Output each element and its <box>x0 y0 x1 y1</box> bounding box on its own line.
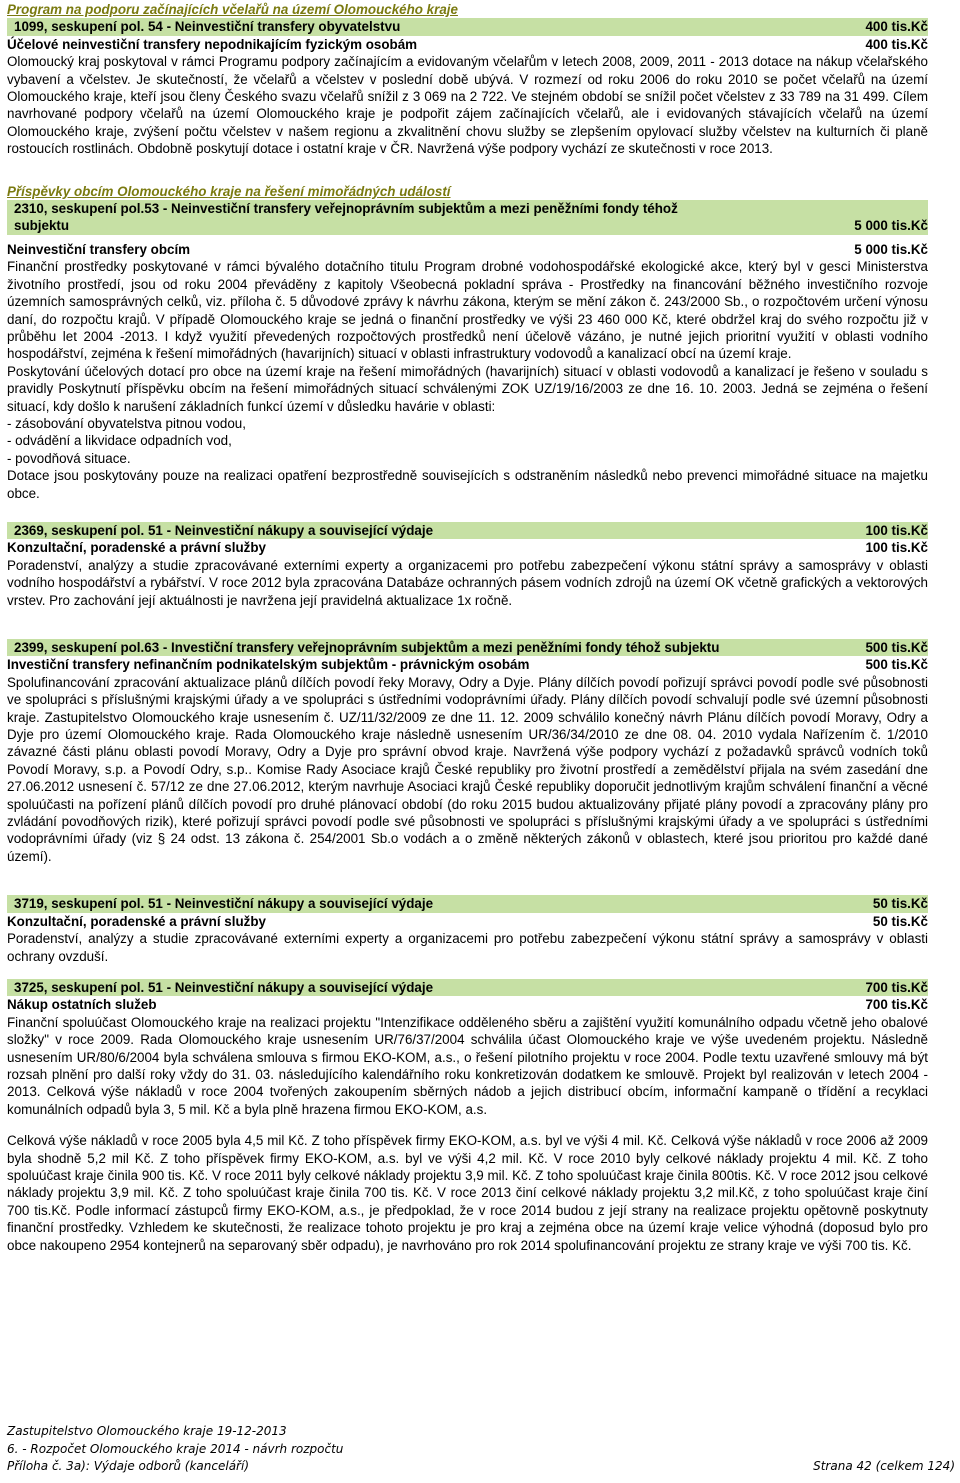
budget-item-title: 3719, seskupení pol. 51 - Neinvestiční nákupy a související výdaje <box>14 896 434 912</box>
subitem-title: Investiční transfery nefinančním podnikatelským subjektům - právnickým osobám <box>7 657 530 673</box>
subitem-amount: 50 tis.Kč <box>872 913 928 929</box>
subitem-amount: 700 tis.Kč <box>865 997 928 1013</box>
subitem-title: Účelové neinvestiční transfery nepodnikajícím fyzickým osobám <box>7 36 418 52</box>
footer-line: 6. - Rozpočet Olomouckého kraje 2014 - návrh rozpočtu <box>7 1441 344 1456</box>
subitem-amount: 400 tis.Kč <box>865 36 928 52</box>
subitem-row <box>7 241 928 258</box>
budget-item-title: 3725, seskupení pol. 51 - Neinvestiční nákupy a související výdaje <box>14 979 434 995</box>
paragraph: Spolufinancování zpracování aktualizace plánů dílčích povodí řeky Moravy, Odry a Dyje. Plány dílčích povodí pořizují správci povodí podle své působnosti ve spolupráci s příslušnými krajskými úřady a ve spolupráci s ústředními vodoprávními úřady. Plány dílčích povodí schvalují podle své územní působnosti kraje. Zastupitelstvo Olomouckého kraje usnesením č. UZ/11/32/2009 ze dne 11. 12. 2009 schválilo konečný návrh Plánu dílčích povodí Moravy, Odry a Dyje pro území Olomouckého kraje. Rada Olomouckého kraje následně usnesením UR/36/34/2010 ze dne 08. 04. 2010 vydala Nařízením č. 1/2010 závazné části plánu oblasti povodí Moravy, Odry a Dyje pro správní obvod kraje. Navržená výše podpory vychází z požadavků správců vodních toků Povodí Moravy, s.p. a Povodí Odry, s.p.. Komise Rady Asociace krajů České republiky pro životní prostředí a zemědělství přijala na svém zasedání dne 27.06.2012 usnesení č. 57/12 ze dne 27.06.2012, kterým navrhuje Asociaci krajů České republiky doporučit jednotlivým krajům schválení finanční a věcné spoluúčasti na pořízení plánů dílčích povodí pro druhé plánovací období (do roku 2015 budou aktualizovány přijaté plány povodí a zpracovány plány pro zvládání povodňových rizik), které pořizují správci povodí podle své působnosti ve spolupráci s příslušnými krajskými úřady a ve spolupráci s ústředními vodoprávními úřady (viz § 24 odst. 13 zákona č. 254/2001 Sb.o vodách a o změně některých zákonů v oblastech, které jsou prioritou pro každé dané území). <box>7 674 928 864</box>
budget-item-2399 <box>7 639 928 656</box>
budget-item-2369 <box>7 522 928 539</box>
paragraph: Poradenství, analýzy a studie zpracovávané externími experty a organizacemi pro potřebu zabezpečení výkonu státní správy a samosprávy v oblasti ochrany ovzduší. <box>7 931 928 964</box>
page-footer <box>7 1423 957 1476</box>
subitem-title: Konzultační, poradenské a právní služby <box>7 913 266 929</box>
budget-item-amount: 500 tis.Kč <box>865 640 928 655</box>
paragraph: Finanční prostředky poskytované v rámci bývalého dotačního titulu Program drobné vodohospodářské ekologické akce, který byl v gesci Ministerstva životního prostředí, jsou od roku 2004 převáděny z kapitoly Všeobecná pokladní správa - Prostředky na financování běžného investičního rozvoje územních samosprávných celků, viz. příloha č. 5 důvodové zprávy k návrhu zákona, kterým se mění zákon č. 243/2000 Sb., o rozpočtovém určení výnosu daní, do rozpočtu krajů. V případě Olomouckého kraje se jedná o finanční prostředky ve výši 23 460 000 Kč, které obdržel kraj do svého rozpočtu již v průběhu let 2004 -2013. I když využití převedených rozpočtových prostředků není účelově vázáno, je nutné jejich prioritní využití v oblasti vodního hospodářství, zejména k řešení mimořádných (havarijních) situací v oblasti infrastruktury vodovodů a kanalizací obcí na území kraje. <box>7 259 928 362</box>
budget-item-amount: 50 tis.Kč <box>872 896 928 912</box>
budget-item-title-line1: 2310, seskupení pol.53 - Neinvestiční transfery veřejnoprávním subjektům a mezi peněžními fondy téhož <box>14 201 678 217</box>
list-item: - zásobování obyvatelstva pitnou vodou, <box>7 415 246 431</box>
subitem-row <box>7 996 928 1013</box>
budget-item-amount: 5 000 tis.Kč <box>854 218 928 234</box>
paragraph: Poradenství, analýzy a studie zpracovávané externími experty a organizacemi pro potřebu zabezpečení výkonu státní správy a samosprávy v oblasti vodního hospodářství a rybářství. V roce 2012 byla zpracována Databáze ochranných pásem vodních zdrojů na území OK včetně grafických a vektorových vrstev. Pro zachování její aktuálnosti je navržena její pravidelná aktualizace 1x ročně. <box>7 557 928 608</box>
budget-item-3725 <box>7 979 928 996</box>
budget-item-1099 <box>7 18 928 35</box>
paragraph: Finanční spoluúčast Olomouckého kraje na realizaci projektu "Intenzifikace odděleného sběru a zajištění využití komunálního odpadu včetně jeho obalové složky" v roce 2009. Rada Olomouckého kraje usnesením UR/76/37/2004 schválila účast Olomouckého kraje ve výše uvedeném projektu. Následně usnesením UR/80/6/2004 byla schválena smlouva s firmou EKO-KOM, a.s., o řešení pilotního projektu v roce 2004. Podle textu uzavřené smlouvy má být rozsah plnění pro další roky vždy do 31. 03. následujícího kalendářního roku konkretizován dodatkem ke smlouvě. Projekt byl realizován v letech 2004 - 2013. Celková výše nákladů v roce 2004 tvořených zakoupením sběrných nádob a jejich distribucí obcím, informační kampaně o třídění a recyklaci komunálních odpadů byla 3, 5 mil. Kč a byla plně hrazena firmou EKO-KOM, a.s. <box>7 1014 928 1117</box>
subitem-title: Nákup ostatních služeb <box>7 997 157 1013</box>
havarie-list <box>7 415 928 467</box>
list-item: - odvádění a likvidace odpadních vod, <box>7 433 232 449</box>
budget-item-title-line2: subjektu <box>14 218 70 234</box>
subitem-amount: 500 tis.Kč <box>865 657 928 673</box>
paragraph: Olomoucký kraj poskytoval v rámci Programu podpory začínajícím a evidovaným včelařům v letech 2008, 2009, 2011 - 2013 dotace na nákup včelařského vybavení a včelstev. Je skutečností, že včelařů a včelstev v poslední době ubývá. V rozmezí od roku 2006 do roku 2010 se počet včelařů na území Olomouckého kraje, kteří jsou členy Českého svazu včelařů snížil z 3 069 na 2 722. Ve stejném období se snížil počet včelstev z 33 789 na 31 499. Cílem navrhované podpory včelařů na území Olomouckého kraje je podpořit zájem začínajících včelařů, ale i evidovaných stávajících včelařů na území Olomouckého kraje, zvýšení počtu včelstev v našem regionu a zkvalitnění chovu služby se zlepšením opylovací služby včelstev na kulturních či planě rostoucích rostlinách. Obdobně poskytují dotace i ostatní kraje v ČR. Navržená výše podpory vychází ze skutečnosti v roce 2013. <box>7 54 928 157</box>
subitem-title: Neinvestiční transfery obcím <box>7 241 191 257</box>
program-title: Program na podporu začínajících včelařů na území Olomouckého kraje <box>7 2 458 17</box>
budget-item-amount: 400 tis.Kč <box>865 19 928 35</box>
paragraph: Celková výše nákladů v roce 2005 byla 4,5 mil Kč. Z toho příspěvek firmy EKO-KOM, a.s. byl ve výši 4 mil. Kč. Celková výše nákladů v roce 2006 až 2009 byla shodně 5,2 mil Kč. Z toho příspěvek firmy EKO-KOM, a.s. byl ve výši 4,2 mil. Kč. V roce 2010 byly celkové náklady projektu 4 mil. Kč. Z toho spoluúčast kraje činila 900 tis. Kč. V roce 2011 byly celkové náklady projektu 3,9 mil. Kč. Z toho spoluúčast kraje činila 800tis. Kč. V roce 2012 jsou celkové náklady projektu 3,9 mil. Kč. Z toho spoluúčast kraje činila 700 tis. Kč. V roce 2013 činí celkové náklady projektu 3,2 mil.Kč, z toho spoluúčast kraje činí 700 tis.Kč. Podle informací zástupců firmy EKO-KOM, a.s., je předpoklad, že v roce 2014 budou z její strany na realizace projektu opětovně poskytnuty finanční prostředky. Vzhledem ke skutečnosti, že realizace tohoto projektu je pro kraj a zejména obce na území kraje velice výhodná (doposud bylo pro obce nakoupeno 2954 kontejnerů na separovaný sběr odpadu), je navrhováno pro rok 2014 spolufinancování projektu ze strany kraje ve výši 700 tis. Kč. <box>7 1133 928 1253</box>
list-item: - povodňová situace. <box>7 450 131 466</box>
paragraph: Dotace jsou poskytovány pouze na realizaci opatření bezprostředně souvisejících s odstraněním následků nebo prevenci mimořádné situace na majetku obce. <box>7 468 928 501</box>
subitem-row <box>7 656 928 673</box>
document-page <box>7 0 928 1254</box>
budget-item-amount: 100 tis.Kč <box>865 522 928 538</box>
page-number: Strana 42 (celkem 124) <box>813 1459 955 1473</box>
subitem-row <box>7 36 928 53</box>
budget-item-title: 2369, seskupení pol. 51 - Neinvestiční nákupy a související výdaje <box>14 522 434 538</box>
section-title: Příspěvky obcím Olomouckého kraje na řešení mimořádných událostí <box>7 183 451 199</box>
subitem-row <box>7 539 928 556</box>
subitem-amount: 100 tis.Kč <box>865 540 928 556</box>
subitem-amount: 5 000 tis.Kč <box>854 241 928 257</box>
budget-item-2310 <box>7 200 928 235</box>
budget-item-amount: 700 tis.Kč <box>865 979 928 995</box>
budget-item-3719 <box>7 895 928 912</box>
subitem-title: Konzultační, poradenské a právní služby <box>7 540 266 556</box>
budget-item-title: 2399, seskupení pol.63 - Investiční transfery veřejnoprávním subjektům a mezi peněžními fondy téhož subjektu <box>14 640 720 655</box>
paragraph: Poskytování účelových dotací pro obce na území kraje na řešení mimořádných (havarijních) situací v oblasti vodovodů a kanalizací je řešeno v souladu s pravidly Poskytnutí příspěvku obcím na řešení mimořádných situací schválenými ZOK UZ/19/16/2003 ze dne 16. 10. 2003. Jedná se zejména o řešení situací, kdy došlo k narušení základních funkcí území v důsledku havárie v oblasti: <box>7 363 928 414</box>
footer-line: Příloha č. 3a): Výdaje odborů (kanceláří) <box>7 1459 249 1473</box>
budget-item-title: 1099, seskupení pol. 54 - Neinvestiční transfery obyvatelstvu <box>14 19 401 35</box>
footer-line: Zastupitelstvo Olomouckého kraje 19-12-2013 <box>7 1424 287 1438</box>
subitem-row <box>7 913 928 930</box>
